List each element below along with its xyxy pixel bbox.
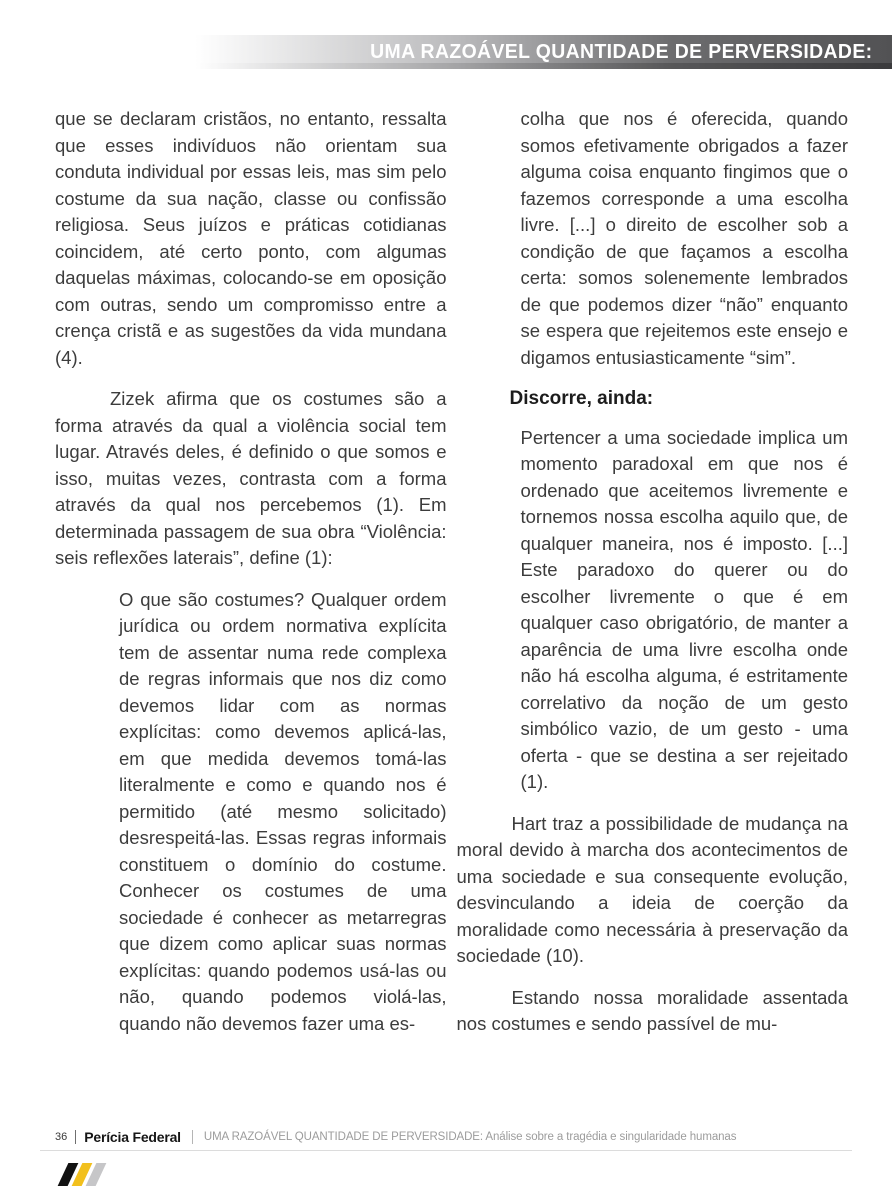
publication-logo <box>63 1163 101 1186</box>
quote-costumes-part-2: colha que nos é oferecida, quando somos efetivamente obrigados a fazer alguma coisa enquanto fingimos que o fazemos corresponde a uma escolha livre. [...] o direito de escolher sob a condição de que façamos a escolha certa: somos solenemente lembrados de que podemos dizer “não” enquanto se espera que rejeitemos este ensejo e digamos entusiasticamente “sim”. <box>520 108 848 368</box>
paragraph-zizek: Zizek afirma que os costumes são a forma através da qual a violência social tem lugar. Através deles, é definido o que somos e isso, muitas vezes, contrasta com a forma através da qual nos percebemos (1). Em determinada passagem de sua obra “Violência: seis reflexões laterais”, define (1): <box>55 388 447 568</box>
publication-name: Perícia Federal <box>84 1129 181 1145</box>
left-column <box>55 106 447 1053</box>
header-bar <box>195 35 892 69</box>
paragraph-cristaos: que se declaram cristãos, no entanto, ressalta que esses indivíduos não orientam sua conduta individual por essas leis, mas sim pelo costume da sua nação, classe ou confissão religiosa. Seus juízos e práticas cotidianas coincidem, até certo ponto, com algumas daquelas máximas, colocando-se em oposição com outras, sendo um compromisso entre a crença cristã e as sugestões da vida mundana (4). <box>55 108 447 368</box>
article-body <box>55 106 848 1053</box>
footer-line <box>55 1129 848 1145</box>
paragraph-hart: Hart traz a possibilidade de mudança na moral devido à marcha dos acontecimentos de uma sociedade e sua consequente evolução, desvinculando a ideia de coerção da moralidade como necessária à preservação da sociedade (10). <box>456 812 848 966</box>
footer-divider <box>192 1130 193 1144</box>
header-bar-shadow <box>195 63 892 69</box>
footer-article-title: UMA RAZOÁVEL QUANTIDADE DE PERVERSIDADE: Análise sobre a tragédia e singularidade humanas <box>203 1131 737 1143</box>
page-number: 36 <box>55 1131 68 1143</box>
right-column <box>457 106 849 1053</box>
quote-costumes-part-1: O que são costumes? Qualquer ordem jurídica ou ordem normativa explícita tem de assentar numa rede complexa de regras informais que nos diz como devemos lidar com as normas explícitas: como devemos aplicá-las, em que medida devemos tomá-las literalmente e como e quando nos é permitido (até mesmo solicitado) desrespeitá-las. Essas regras informais constituem o domínio do costume. Conhecer os costumes de uma sociedade é conhecer as metarregras que dizem como aplicar suas normas explícitas: quando podemos usá-las ou não, quando podemos violá-las, quando não devemos fazer uma es- <box>119 588 447 1034</box>
footer-divider <box>75 1130 76 1144</box>
page-title: UMA RAZOÁVEL QUANTIDADE DE PERVERSIDADE: <box>370 40 873 63</box>
paragraph-estando: Estando nossa moralidade assentada nos costumes e sendo passível de mu- <box>456 986 848 1034</box>
subheading-discorre: Discorre, ainda: <box>509 388 654 409</box>
quote-pertencer: Pertencer a uma sociedade implica um momento paradoxal em que nos é ordenado que aceitemos livremente e tornemos nossa escolha aquilo que, de qualquer maneira, nos é imposto. [...] Este paradoxo do querer ou do escolher livremente o que é em qualquer caso obrigatório, de manter a aparência de uma livre escolha onde não há escolha alguma, é estritamente correlativo da noção de um gesto simbólico vazio, de um gesto - uma oferta - que se destina a ser rejeitado (1). <box>520 426 848 792</box>
footer-rule <box>40 1150 852 1151</box>
